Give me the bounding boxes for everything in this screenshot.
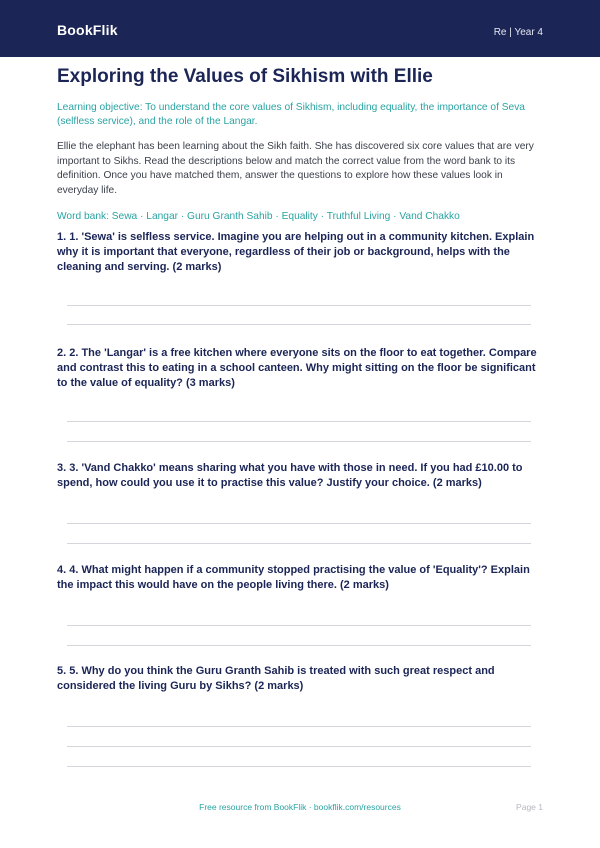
answer-line[interactable] (67, 523, 531, 524)
answer-line[interactable] (67, 421, 531, 422)
question-3 (57, 461, 541, 491)
answer-line[interactable] (67, 746, 531, 747)
question-text: 3. 3. 'Vand Chakko' means sharing what you have with those in need. If you had £10.00 to spend, how could you use it to practise this value? Justify your choice. (2 marks) (57, 462, 523, 489)
page-number: Page 1 (516, 802, 543, 812)
answer-line[interactable] (67, 543, 531, 544)
answer-line[interactable] (67, 324, 531, 325)
answer-line[interactable] (67, 441, 531, 442)
question-5 (57, 664, 541, 694)
word-bank: Word bank: Sewa · Langar · Guru Granth Sahib · Equality · Truthful Living · Vand Chakko (57, 211, 460, 223)
question-text: 2. 2. The 'Langar' is a free kitchen where everyone sits on the floor to eat together. Compare and contrast this to eating in a school canteen. Why might sitting on the floor be significant to the value of equality? (3 marks) (57, 347, 537, 389)
brand-logo[interactable]: BookFlik (57, 22, 118, 38)
page-title: Exploring the Values of Sikhism with Ellie (57, 66, 433, 87)
learning-objective: Learning objective: To understand the core values of Sikhism, including equality, the importance of Seva (selfless service), and the role of the Langar. (57, 102, 525, 127)
answer-line[interactable] (67, 625, 531, 626)
question-2 (57, 346, 541, 391)
header-bar (0, 0, 600, 57)
answer-line[interactable] (67, 645, 531, 646)
answer-line[interactable] (67, 766, 531, 767)
intro-paragraph: Ellie the elephant has been learning about the Sikh faith. She has discovered six core values that are very important to Sikhs. Read the descriptions below and match the correct value from the word bank to its definition. Once you have matched them, answer the questions to explore how these values look in everyday life. (57, 141, 534, 196)
subject-year-label: Re | Year 4 (493, 27, 543, 38)
question-4 (57, 563, 541, 593)
question-1 (57, 230, 541, 275)
question-text: 1. 1. 'Sewa' is selfless service. Imagine you are helping out in a community kitchen. Explain why it is important that everyone, regardless of their job or background, helps with the cleaning and serving. (2 marks) (57, 231, 535, 273)
intro-section (57, 66, 541, 224)
footer-link[interactable]: Free resource from BookFlik · bookflik.com/resources (199, 802, 401, 812)
page-footer (0, 802, 600, 814)
question-text: 5. 5. Why do you think the Guru Granth Sahib is treated with such great respect and considered the living Guru by Sikhs? (2 marks) (57, 665, 495, 692)
answer-line[interactable] (67, 726, 531, 727)
question-text: 4. 4. What might happen if a community stopped practising the value of 'Equality'? Explain the impact this would have on the people living there. (2 marks) (57, 564, 530, 591)
answer-line[interactable] (67, 305, 531, 306)
